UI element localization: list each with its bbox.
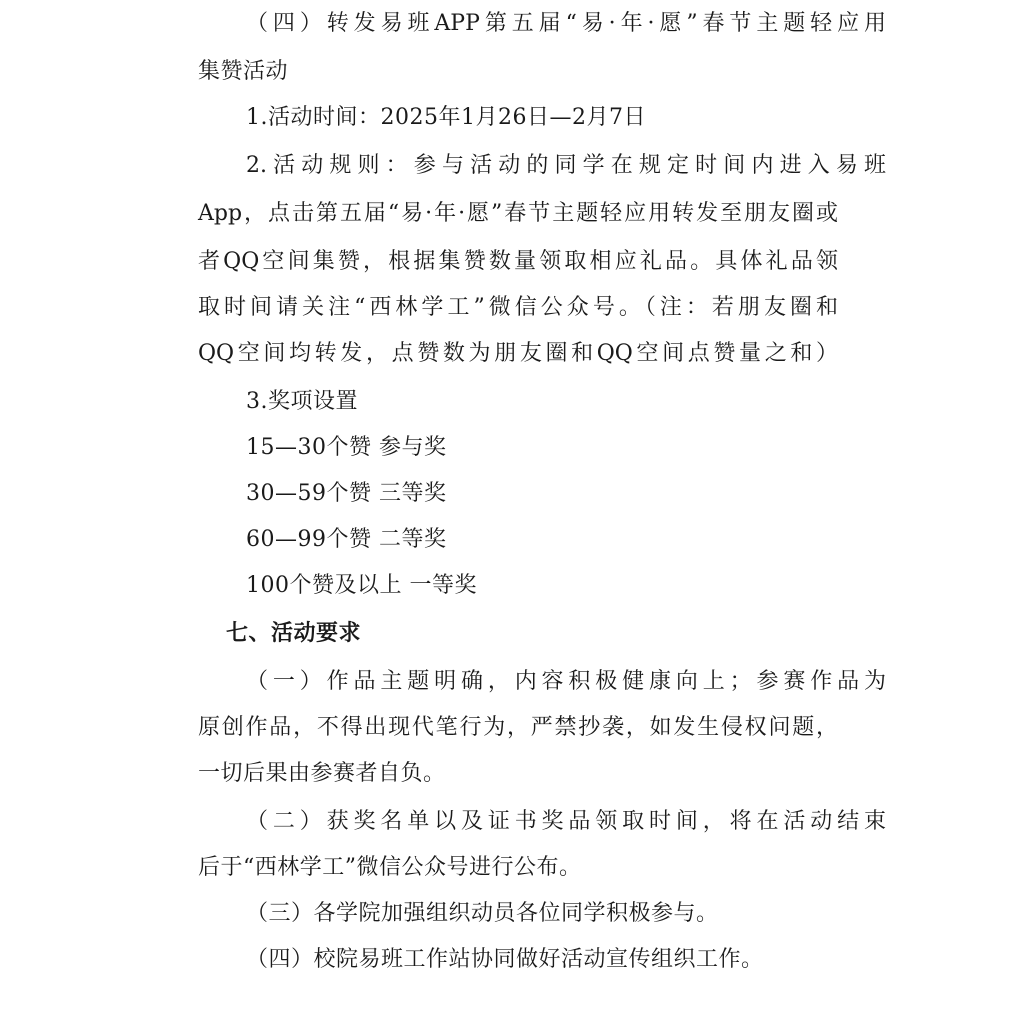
requirement-3: （三）各学院加强组织动员各位同学积极参与。 xyxy=(246,901,719,926)
requirement-2-line-2: 后于“西林学工”微信公众号进行公布。 xyxy=(198,855,582,880)
section-4-heading-line-1: （四）转发易班APP第五届“易·年·愿”春节主题轻应用 xyxy=(246,11,886,36)
section-7-heading: 七、活动要求 xyxy=(226,621,362,646)
activity-rules-line-4: 取时间请关注“西林学工”微信公众号。（注：若朋友圈和 xyxy=(198,295,838,320)
award-third-prize: 30—59个赞 三等奖 xyxy=(246,481,447,506)
activity-rules-line-3: 者QQ空间集赞，根据集赞数量领取相应礼品。具体礼品领 xyxy=(198,249,838,274)
award-participation: 15—30个赞 参与奖 xyxy=(246,435,447,460)
activity-rules-line-2: App，点击第五届“易·年·愿”春节主题轻应用转发至朋友圈或 xyxy=(198,201,838,226)
requirement-2-line-1: （二）获奖名单以及证书奖品领取时间，将在活动结束 xyxy=(246,809,886,834)
requirement-4: （四）校院易班工作站协同做好活动宣传组织工作。 xyxy=(246,947,764,972)
activity-rules-line-1: 2.活动规则：参与活动的同学在规定时间内进入易班 xyxy=(246,153,886,178)
requirement-1-line-3: 一切后果由参赛者自负。 xyxy=(198,761,446,786)
activity-rules-line-5: QQ空间均转发，点赞数为朋友圈和QQ空间点赞量之和） xyxy=(198,341,838,366)
award-first-prize: 100个赞及以上 一等奖 xyxy=(246,573,477,598)
award-second-prize: 60—99个赞 二等奖 xyxy=(246,527,447,552)
requirement-1-line-1: （一）作品主题明确，内容积极健康向上；参赛作品为 xyxy=(246,669,886,694)
awards-heading: 3.奖项设置 xyxy=(246,389,358,414)
requirement-1-line-2: 原创作品，不得出现代笔行为，严禁抄袭，如发生侵权问题， xyxy=(198,715,838,740)
activity-time: 1.活动时间：2025年1月26日—2月7日 xyxy=(246,105,646,130)
section-4-heading-line-2: 集赞活动 xyxy=(198,59,289,84)
